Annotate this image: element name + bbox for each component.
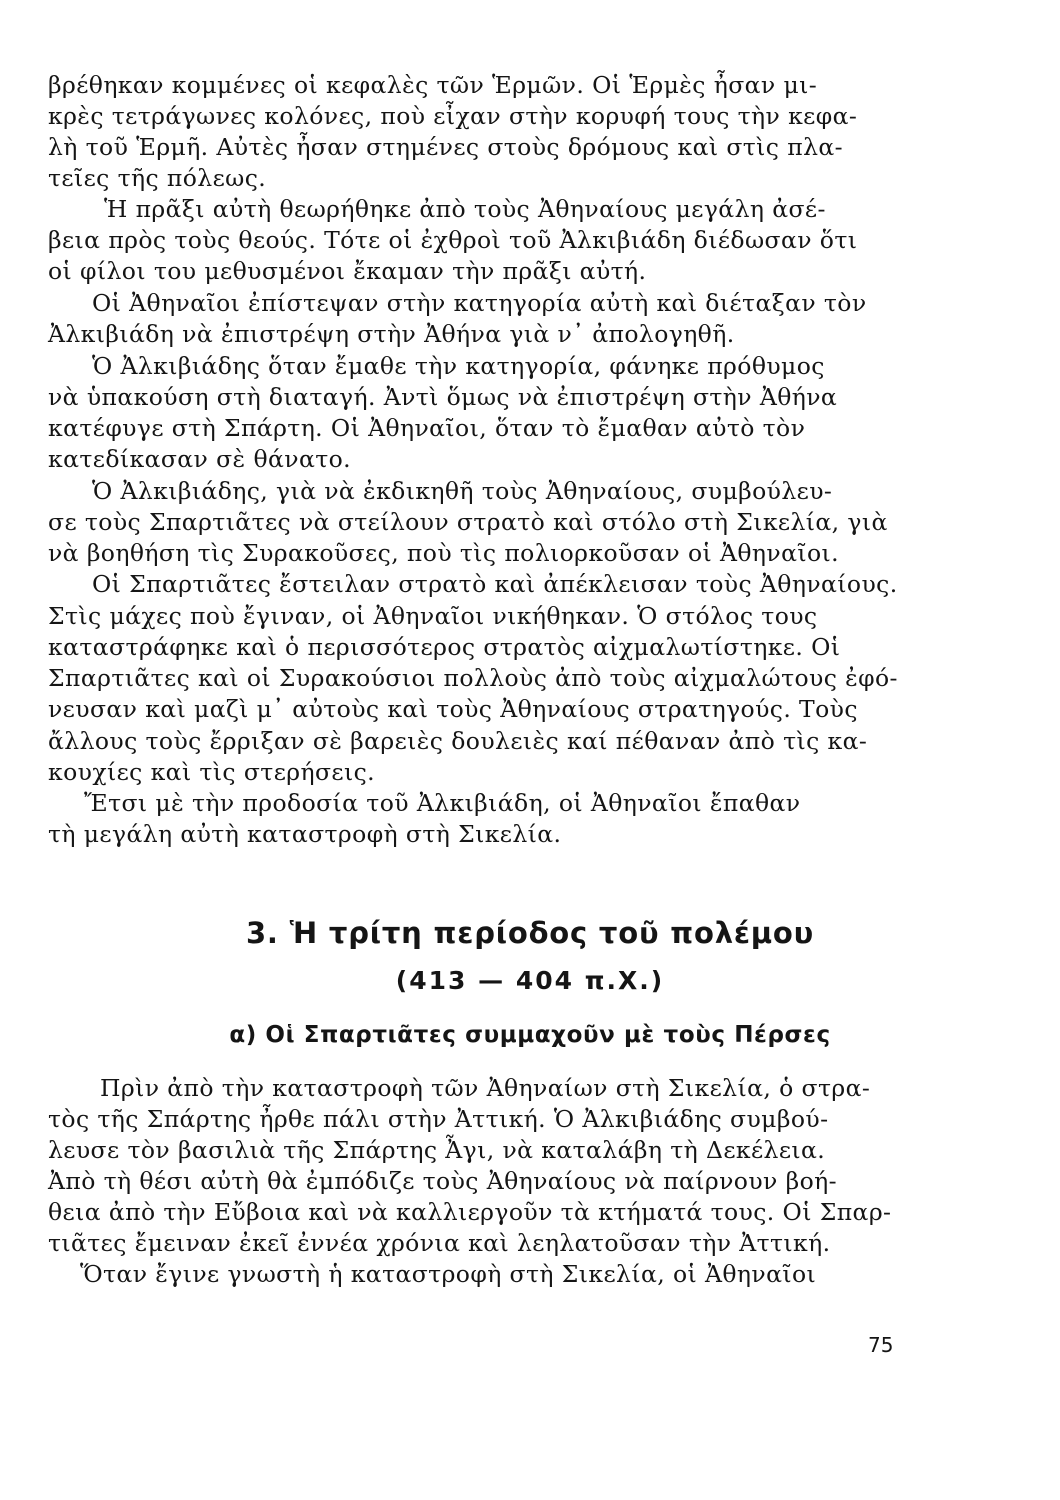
- text-line: Ὅταν ἔγινε γνωστὴ ἡ καταστροφὴ στὴ Σικελία, οἱ Ἀθηναῖοι: [80, 1260, 817, 1288]
- text-line: τὸς τῆς Σπάρτης ἦρθε πάλι στὴν Ἀττική. Ὁ Ἀλκιβιάδης συμβού-: [48, 1105, 829, 1133]
- text-line: θεια ἀπὸ τὴν Εὔβοια καὶ νὰ καλλιεργοῦν τὰ κτήματά τους. Οἱ Σπαρ-: [48, 1198, 892, 1226]
- text-line: Ὁ Ἀλκιβιάδης ὅταν ἔμαθε τὴν κατηγορία, φάνηκε πρόθυμος: [92, 352, 825, 380]
- text-line: οἱ φίλοι του μεθυσμένοι ἔκαμαν τὴν πρᾶξι αὐτή.: [48, 257, 647, 285]
- section-title: 3. Ἡ τρίτη περίοδος τοῦ πολέμου: [245, 916, 815, 950]
- text-line: βρέθηκαν κομμένες οἱ κεφαλὲς τῶν Ἑρμῶν. Οἱ Ἑρμὲς ἦσαν μι-: [48, 71, 818, 99]
- text-line: Ἀπὸ τὴ θέσι αὐτὴ θὰ ἐμπόδιζε τοὺς Ἀθηναίους νὰ παίρνουν βοή-: [48, 1167, 837, 1195]
- text-line: Στὶς μάχες ποὺ ἔγιναν, οἱ Ἀθηναῖοι νικήθηκαν. Ὁ στόλος τους: [48, 602, 818, 630]
- text-line: λευσε τὸν βασιλιὰ τῆς Σπάρτης Ἆγι, νὰ καταλάβη τὴ Δεκέλεια.: [48, 1136, 826, 1164]
- text-line: κρὲς τετράγωνες κολόνες, ποὺ εἶχαν στὴν κορυφή τους τὴν κεφα-: [48, 102, 858, 130]
- text-line: Ὁ Ἀλκιβιάδης, γιὰ νὰ ἐκδικηθῆ τοὺς Ἀθηναίους, συμβούλευ-: [92, 477, 833, 505]
- text-line: νὰ βοηθήση τὶς Συρακοῦσες, ποὺ τὶς πολιορκοῦσαν οἱ Ἀθηναῖοι.: [48, 539, 840, 567]
- section-years: (413 — 404 π.Χ.): [395, 966, 665, 995]
- page-number: 75: [868, 1333, 894, 1357]
- text-line: νευσαν καὶ μαζὶ μ᾿ αὐτοὺς καὶ τοὺς Ἀθηναίους στρατηγούς. Τοὺς: [48, 695, 858, 723]
- text-line: σε τοὺς Σπαρτιᾶτες νὰ στείλουν στρατὸ καὶ στόλο στὴ Σικελία, γιὰ: [48, 508, 888, 536]
- text-line: κουχίες καὶ τὶς στερήσεις.: [48, 758, 376, 786]
- text-line: λὴ τοῦ Ἑρμῆ. Αὐτὲς ἦσαν στημένες στοὺς δρόμους καὶ στὶς πλα-: [48, 133, 843, 161]
- text-line: Ἔτσι μὲ τὴν προδοσία τοῦ Ἀλκιβιάδη, οἱ Ἀθηναῖοι ἔπαθαν: [84, 789, 801, 817]
- text-line: ἄλλους τοὺς ἔρριξαν σὲ βαρειὲς δουλειὲς καί πέθαναν ἀπὸ τὶς κα-: [48, 727, 868, 755]
- text-line: καταστράφηκε καὶ ὁ περισσότερος στρατὸς αἰχμαλωτίστηκε. Οἱ: [48, 633, 841, 661]
- text-line: βεια πρὸς τοὺς θεούς. Τότε οἱ ἐχθροὶ τοῦ Ἀλκιβιάδη διέδωσαν ὅτι: [48, 226, 858, 254]
- text-line: τιᾶτες ἔμειναν ἐκεῖ ἐννέα χρόνια καὶ λεηλατοῦσαν τὴν Ἀττική.: [48, 1229, 831, 1257]
- text-line: κατέφυγε στὴ Σπάρτη. Οἱ Ἀθηναῖοι, ὅταν τὸ ἔμαθαν αὐτὸ τὸν: [48, 414, 806, 442]
- text-line: κατεδίκασαν σὲ θάνατο.: [48, 445, 352, 473]
- text-line: Οἱ Σπαρτιᾶτες ἔστειλαν στρατὸ καὶ ἀπέκλεισαν τοὺς Ἀθηναίους.: [92, 570, 898, 598]
- text-line: Σπαρτιᾶτες καὶ οἱ Συρακούσιοι πολλοὺς ἀπὸ τοὺς αἰχμαλώτους ἐφό-: [48, 664, 898, 692]
- text-line: τεῖες τῆς πόλεως.: [48, 164, 267, 192]
- text-line: Οἱ Ἀθηναῖοι ἐπίστεψαν στὴν κατηγορία αὐτὴ καὶ διέταξαν τὸν: [92, 289, 867, 317]
- text-line: Πρὶν ἀπὸ τὴν καταστροφὴ τῶν Ἀθηναίων στὴ Σικελία, ὁ στρα-: [100, 1074, 871, 1102]
- text-line: νὰ ὑπακούση στὴ διαταγή. Ἀντὶ ὅμως νὰ ἐπιστρέψη στὴν Ἀθήνα: [48, 383, 838, 411]
- text-line: τὴ μεγάλη αὐτὴ καταστροφὴ στὴ Σικελία.: [48, 820, 562, 848]
- text-line: Ἀλκιβιάδη νὰ ἐπιστρέψη στὴν Ἀθήνα γιὰ ν᾿ ἀπολογηθῆ.: [48, 320, 735, 348]
- section-subtitle: α) Οἱ Σπαρτιᾶτες συμμαχοῦν μὲ τοὺς Πέρσες: [229, 1022, 831, 1048]
- text-line: Ἡ πρᾶξι αὐτὴ θεωρήθηκε ἀπὸ τοὺς Ἀθηναίους μεγάλη ἀσέ-: [104, 195, 826, 223]
